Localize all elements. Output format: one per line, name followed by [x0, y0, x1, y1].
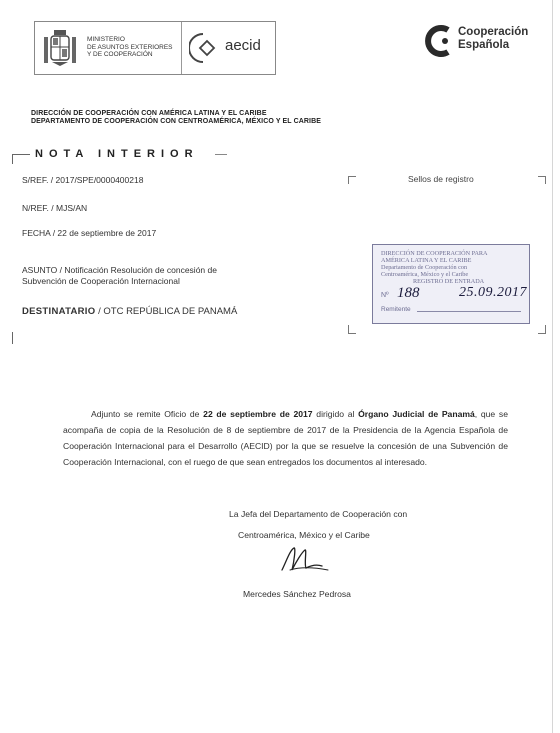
stamp-line-4: Centroamérica, México y el Caribe [381, 271, 469, 278]
registry-corner-tr-v [545, 176, 546, 184]
registry-corner-tl-v [348, 176, 349, 184]
sref-field: S/REF. / 2017/SPE/0000400218 [22, 175, 144, 185]
body-text-part: Adjunto se remite Oficio de [91, 409, 204, 419]
registry-corner-bl-h [348, 333, 356, 334]
stamp-line-2: AMÉRICA LATINA Y EL CARIBE [381, 257, 472, 264]
handwritten-signature [272, 540, 332, 580]
body-text-part: dirigido al [312, 409, 359, 419]
body-bold-recipient: Órgano Judicial de Panamá [358, 409, 475, 419]
cooperacion-wordmark: Cooperación Española [458, 26, 529, 51]
ministry-name: MINISTERIO DE ASUNTOS EXTERIORES Y DE COOPERACIÓN [87, 36, 173, 58]
body-paragraph [63, 406, 508, 470]
frame-corner-top [12, 154, 30, 155]
frame-corner-bottom-left [12, 332, 13, 344]
closing-line-2: Centroamérica, México y el Caribe [238, 530, 370, 540]
signer-name: Mercedes Sánchez Pedrosa [243, 589, 351, 599]
stamp-handwritten-number: 188 [397, 285, 420, 301]
registry-corner-bl-v [348, 325, 349, 333]
sellos-de-registro-label: Sellos de registro [408, 174, 474, 184]
page-edge [552, 0, 553, 733]
stamp-line-5: REGISTRO DE ENTRADA [413, 278, 485, 285]
aecid-wordmark: aecid [225, 37, 261, 54]
registry-corner-tl-h [348, 176, 356, 177]
destinatario-label: DESTINATARIO [22, 306, 96, 317]
title-rule [215, 154, 227, 155]
registration-stamp [372, 244, 530, 324]
logo-divider [181, 22, 182, 74]
stamp-remitente-label: Remitente [381, 306, 411, 313]
frame-corner-left [12, 154, 13, 164]
stamp-line-1: DIRECCIÓN DE COOPERACIÓN PARA [381, 250, 488, 257]
stamp-number-label: Nº [381, 292, 389, 299]
aecid-logo-icon [189, 31, 221, 65]
registry-corner-br-v [545, 325, 546, 334]
stamp-handwritten-date: 25.09.2017 [459, 285, 527, 300]
nota-interior-title: NOTA INTERIOR [35, 148, 199, 160]
coat-of-arms-icon [43, 29, 77, 67]
asunto-line-1: ASUNTO / Notificación Resolución de concesión de [22, 265, 217, 275]
ministry-aecid-logo [34, 21, 276, 75]
direction-line-1: DIRECCIÓN DE COOPERACIÓN CON AMÉRICA LATINA Y EL CARIBE [31, 110, 267, 117]
direction-line-2: DEPARTAMENTO DE COOPERACIÓN CON CENTROAMÉRICA, MÉXICO Y EL CARIBE [31, 118, 322, 125]
destinatario-field [22, 306, 237, 317]
asunto-line-2: Subvención de Cooperación Internacional [22, 276, 180, 286]
destinatario-value: / OTC REPÚBLICA DE PANAMÁ [95, 306, 238, 317]
stamp-line-3: Departamento de Cooperación con [381, 264, 468, 271]
body-text-part: , que se acompaña de copia de la Resolución de 8 de septiembre de 2017 de la Presidencia de la Agencia Española de Cooperación Internacional para el Desarrollo (AECID) por la que se resuelve la concesión de una Subvención de Cooperación Internacional, con el ruego de que sean entregados los documentos al interesado. [63, 409, 508, 467]
fecha-field: FECHA / 22 de septiembre de 2017 [22, 228, 157, 238]
nref-field: N/REF. / MJS/AN [22, 203, 88, 213]
cooperacion-logo-icon [424, 24, 454, 58]
closing-line-1: La Jefa del Departamento de Cooperación con [229, 509, 408, 519]
body-bold-date: 22 de septiembre de 2017 [203, 409, 313, 419]
stamp-remitente-line [417, 311, 521, 312]
cooperacion-espanola-logo [424, 24, 560, 64]
